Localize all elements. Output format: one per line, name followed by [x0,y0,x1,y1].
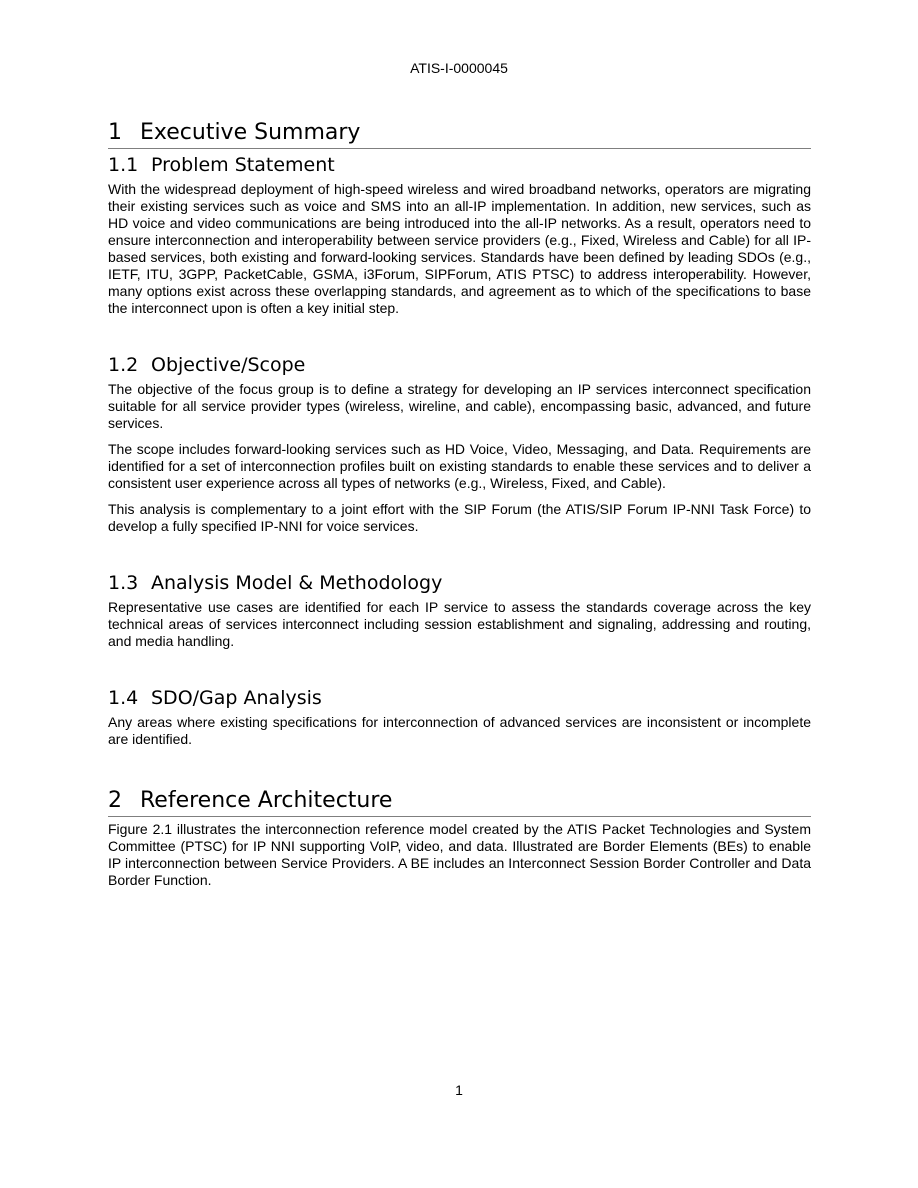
section-number: 1.3 [108,572,139,594]
heading-sdo-gap-analysis [108,686,811,711]
heading-analysis-model [108,571,811,596]
section-title: Problem Statement [151,154,335,176]
document-body [108,118,811,889]
paragraph: Figure 2.1 illustrates the interconnection reference model created by the ATIS Packet Technologies and System Committee (PTSC) for IP NNI supporting VoIP, video, and data. Illustrated are Border Elements (BEs) to enable IP interconnection between Service Providers. A BE includes an Interconnect Session Border Controller and Data Border Function. [108,821,811,888]
paragraph: With the widespread deployment of high-speed wireless and wired broadband networks, operators are migrating their existing services such as voice and SMS into an all-IP implementation. In addition, new services, such as HD voice and video communications are being introduced into the all-IP networks. As a result, operators need to ensure interconnection and interoperability between service providers (e.g., Fixed, Wireless and Cable) for all IP-based services, both existing and forward-looking services. Standards have been defined by leading SDOs (e.g., IETF, ITU, 3GPP, PacketCable, GSMA, i3Forum, SIPForum, ATIS PTSC) to address interoperability. However, many options exist across these overlapping standards, and agreement as to which of the specifications to base the interconnect upon is often a key initial step. [108,181,811,316]
section-number: 1.2 [108,354,139,376]
heading-reference-architecture [108,786,811,817]
paragraph: The objective of the focus group is to define a strategy for developing an IP services interconnect specification suitable for all service provider types (wireless, wireline, and cable), encompassing basic, advanced, and future services. [108,381,811,431]
heading-executive-summary [108,118,811,149]
page-header [0,60,918,77]
section-title: SDO/Gap Analysis [151,687,322,709]
section-number: 1 [108,120,122,145]
section-number: 1.4 [108,687,139,709]
paragraph: Any areas where existing specifications for interconnection of advanced services are inconsistent or incomplete are identified. [108,714,811,747]
heading-problem-statement [108,153,811,178]
section-title: Reference Architecture [140,788,393,813]
section-number: 1.1 [108,154,139,176]
section-title: Executive Summary [140,120,361,145]
section-number: 2 [108,788,122,813]
paragraph: Representative use cases are identified for each IP service to assess the standards coverage across the key technical areas of services interconnect including session establishment and signaling, addressing and routing, and media handling. [108,599,811,649]
section-title: Objective/Scope [151,354,306,376]
document-id: ATIS-I-0000045 [410,60,508,76]
paragraph: The scope includes forward-looking services such as HD Voice, Video, Messaging, and Data. Requirements are identified for a set of interconnection profiles built on existing standards to enable these services and to deliver a consistent user experience across all types of networks (e.g., Wireless, Fixed, and Cable). [108,441,811,491]
page-number-value: 1 [455,1082,463,1098]
heading-objective-scope [108,353,811,378]
section-title: Analysis Model & Methodology [151,572,443,594]
page-number [0,1082,918,1099]
paragraph: This analysis is complementary to a joint effort with the SIP Forum (the ATIS/SIP Forum IP-NNI Task Force) to develop a fully specified IP-NNI for voice services. [108,501,811,534]
